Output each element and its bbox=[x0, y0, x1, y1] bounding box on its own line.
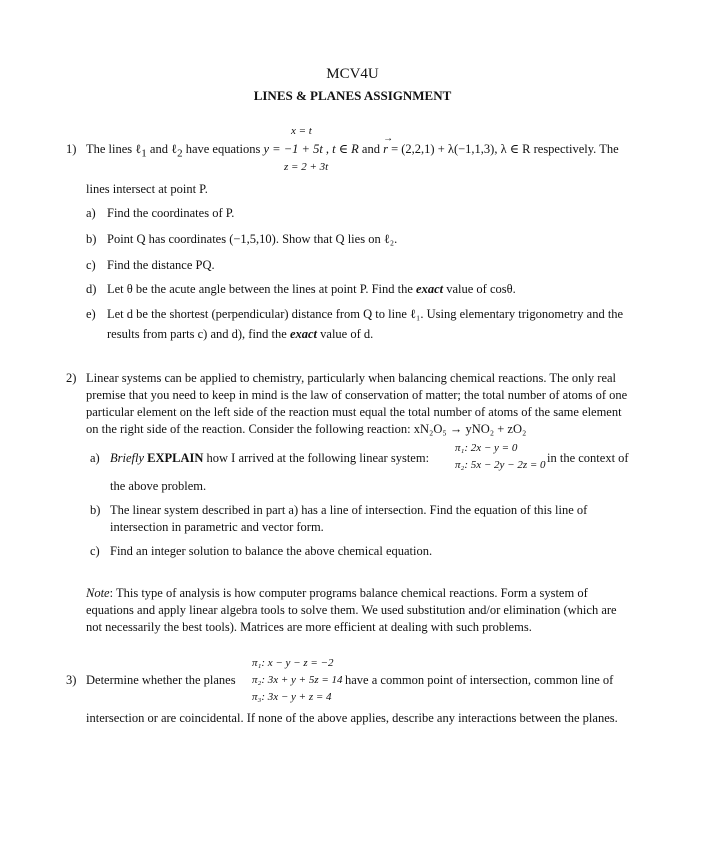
q2-a-after: in the context of bbox=[547, 451, 629, 465]
q1-eq-z: z = 2 + 3t bbox=[284, 161, 329, 173]
q2-pi1: π₁: 2x − y = 0 bbox=[455, 442, 518, 454]
q2-a-line2: the above problem. bbox=[110, 479, 207, 493]
note-line-3: not necessarily the best tools). Matrices are more efficient at dealing with such problems. bbox=[86, 620, 532, 634]
q1-c-label: c) bbox=[86, 258, 96, 272]
note-line-2: equations and apply linear algebra tools to solve them. We used substitution and/or elimination (which are bbox=[86, 603, 617, 617]
q3-line2: intersection or are coincidental. If none of the above applies, describe any interactions between the planes. bbox=[86, 711, 618, 725]
q1-d-label: d) bbox=[86, 282, 97, 296]
q2-c-text: Find an integer solution to balance the above chemical equation. bbox=[110, 544, 433, 558]
q1-a-label: a) bbox=[86, 206, 96, 220]
page-title: LINES & PLANES ASSIGNMENT bbox=[253, 88, 452, 103]
q2-line-4: on the right side of the reaction. Consider the following reaction: xN₂O₅ → yNO₂ + zO₂ bbox=[86, 422, 527, 436]
q2-b-line1: The linear system described in part a) has a line of intersection. Find the equation of this line of bbox=[110, 503, 588, 517]
q3-text-before: Determine whether the planes bbox=[86, 673, 236, 687]
q1-d-text: Let θ be the acute angle between the lines at point P. Find the exact value of cosθ. bbox=[107, 282, 516, 296]
q1-number: 1) bbox=[66, 142, 77, 156]
q2-a-text: Briefly EXPLAIN how I arrived at the following linear system: bbox=[110, 451, 430, 465]
q1-a-text: Find the coordinates of P. bbox=[107, 206, 235, 220]
q1-intro: The lines ℓ$_1$ and ℓ$_2$ have equations y = −1 + 5t , t ∈ R and → r = (2,2,1) + λ(−1,1,3), λ ∈ R respectively. The bbox=[86, 133, 619, 160]
q1-c-text: Find the distance PQ. bbox=[107, 258, 215, 272]
q2-number: 2) bbox=[66, 371, 77, 385]
q3-number: 3) bbox=[66, 673, 77, 687]
q2-a-label: a) bbox=[90, 451, 100, 465]
q1-e-line1: Let d be the shortest (perpendicular) distance from Q to line ℓ₁. Using elementary trigonometry and the bbox=[107, 307, 624, 321]
q2-line-3: particular element on the left side of the reaction must equal the total number of atoms of the same element bbox=[86, 405, 622, 419]
q1-e-line2: results from parts c) and d), find the exact value of d. bbox=[107, 327, 374, 341]
course-code: MCV4U bbox=[326, 66, 379, 82]
q2-pi2: π₂: 5x − 2y − 2z = 0 bbox=[455, 459, 546, 471]
q2-b-line2: intersection in parametric and vector form. bbox=[110, 520, 324, 534]
vector-r: → r bbox=[383, 133, 394, 156]
q2-line-1: Linear systems can be applied to chemistry, particularly when balancing chemical reactions. The only real bbox=[86, 371, 617, 385]
q3-pi3: π₃: 3x − y + z = 4 bbox=[252, 691, 332, 703]
note-line-1: Note: This type of analysis is how computer programs balance chemical reactions. Form a system of bbox=[86, 586, 588, 600]
q1-b-label: b) bbox=[86, 232, 97, 246]
q2-line-2: premise that you need to keep in mind is the law of conservation of matter; the total number of atoms of one bbox=[86, 388, 628, 402]
q1-line2: lines intersect at point P. bbox=[86, 182, 208, 196]
q3-pi2: π₂: 3x + y + 5z = 14 bbox=[252, 674, 343, 686]
q1-b-text: Point Q has coordinates (−1,5,10). Show that Q lies on ℓ₂. bbox=[107, 232, 398, 246]
q2-b-label: b) bbox=[90, 503, 101, 517]
q3-pi1: π₁: x − y − z = −2 bbox=[252, 657, 334, 669]
q3-text-after: have a common point of intersection, common line of bbox=[345, 673, 614, 687]
q1-e-label: e) bbox=[86, 307, 96, 321]
q1-eq-x: x = t bbox=[291, 125, 312, 137]
q2-c-label: c) bbox=[90, 544, 100, 558]
